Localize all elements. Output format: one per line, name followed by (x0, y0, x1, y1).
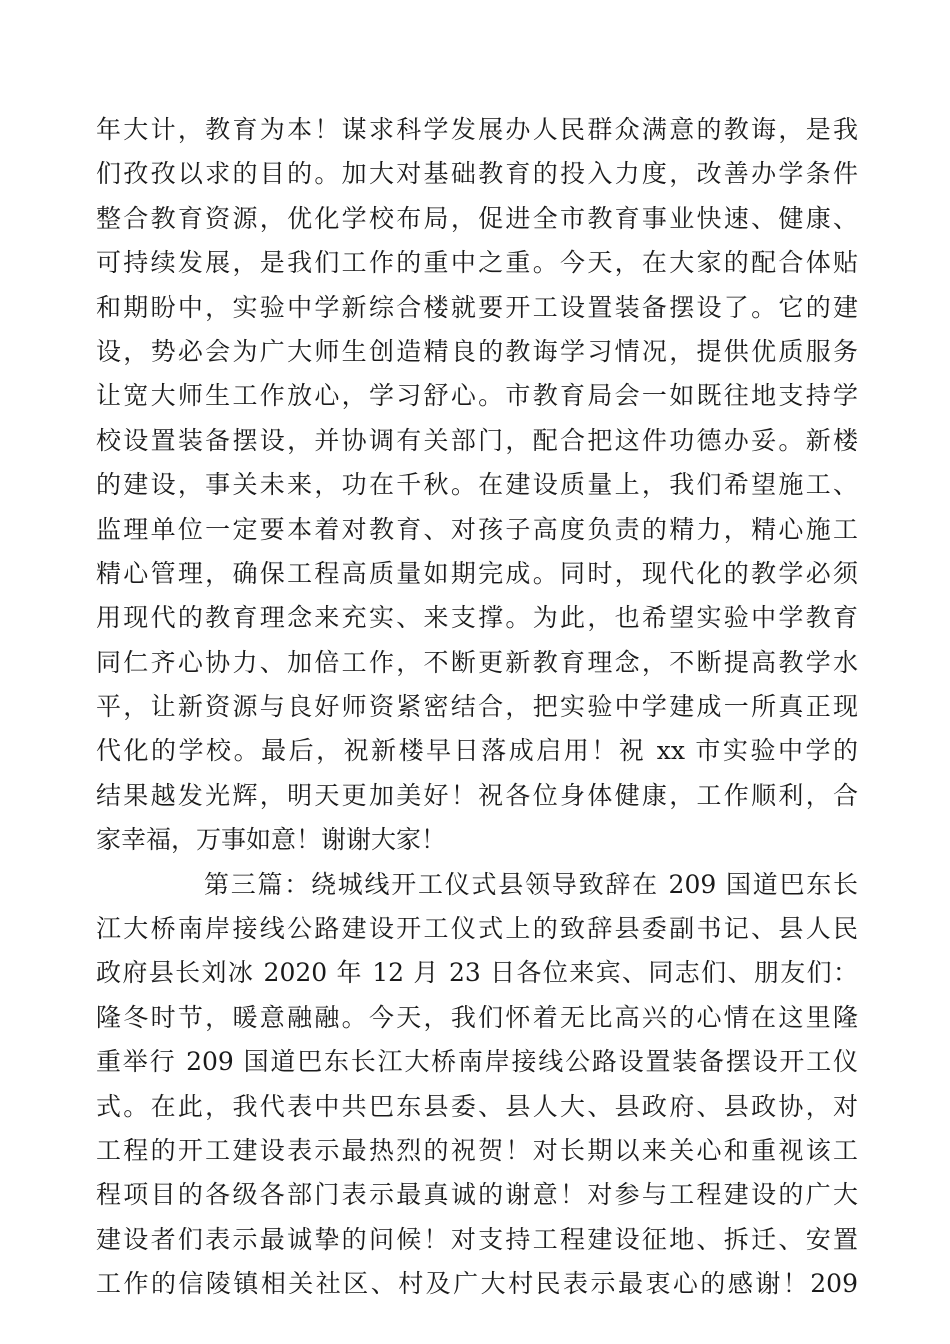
text-line: 精心管理，确保工程高质量如期完成。同时，现代化的教学必须 (96, 558, 858, 588)
text-line: 式。在此，我代表中共巴东县委、县人大、县政府、县政协，对 (96, 1091, 858, 1121)
text-line: 的建设，事关未来，功在千秋。在建设质量上，我们希望施工、 (96, 470, 858, 500)
text-line: 结果越发光辉，明天更加美好！祝各位身体健康，工作顺利，合 (96, 780, 858, 810)
text-line: 设，势必会为广大师生创造精良的教诲学习情况，提供优质服务 (96, 336, 858, 366)
text-line: 工作的信陵镇相关社区、村及广大村民表示最衷心的感谢！209 (96, 1269, 858, 1299)
text-line: 工程的开工建设表示最热烈的祝贺！对长期以来关心和重视该工 (96, 1135, 858, 1165)
text-line: 同仁齐心协力、加倍工作，不断更新教育理念，不断提高教学水 (96, 647, 858, 677)
text-line: 政府县长刘冰 2020 年 12 月 23 日各位来宾、同志们、朋友们： (96, 958, 858, 988)
text-line: 可持续发展，是我们工作的重中之重。今天，在大家的配合体贴 (96, 248, 858, 278)
text-line: 程项目的各级各部门表示最真诚的谢意！对参与工程建设的广大 (96, 1180, 858, 1210)
text-line: 们孜孜以求的目的。加大对基础教育的投入力度，改善办学条件 (96, 159, 858, 189)
text-line: 年大计，教育为本！谋求科学发展办人民群众满意的教诲，是我 (96, 115, 858, 144)
text-line: 平，让新资源与良好师资紧密结合，把实验中学建成一所真正现 (96, 692, 858, 722)
text-line: 用现代的教育理念来充实、来支撑。为此，也希望实验中学教育 (96, 603, 858, 633)
text-line: 家幸福，万事如意！谢谢大家！ (96, 825, 447, 855)
body-text (96, 108, 858, 1307)
text-line: 代化的学校。最后，祝新楼早日落成启用！祝 xx 市实验中学的 (96, 736, 858, 766)
text-line: 江大桥南岸接线公路建设开工仪式上的致辞县委副书记、县人民 (96, 914, 858, 944)
text-line: 重举行 209 国道巴东长江大桥南岸接线公路设置装备摆设开工仪 (96, 1047, 858, 1077)
text-line: 和期盼中，实验中学新综合楼就要开工设置装备摆设了。它的建 (96, 292, 858, 322)
section-heading-line: 第三篇：绕城线开工仪式县领导致辞在 209 国道巴东长 (204, 869, 858, 899)
text-line: 整合教育资源，优化学校布局，促进全市教育事业快速、健康、 (96, 203, 858, 233)
text-line: 校设置装备摆设，并协调有关部门，配合把这件功德办妥。新楼 (96, 425, 858, 455)
text-line: 隆冬时节，暖意融融。今天，我们怀着无比高兴的心情在这里隆 (96, 1002, 858, 1032)
text-line: 建设者们表示最诚挚的问候！对支持工程建设征地、拆迁、安置 (96, 1224, 858, 1254)
text-line: 让宽大师生工作放心，学习舒心。市教育局会一如既往地支持学 (96, 381, 858, 411)
text-line: 监理单位一定要本着对教育、对孩子高度负责的精力，精心施工 (96, 514, 858, 544)
